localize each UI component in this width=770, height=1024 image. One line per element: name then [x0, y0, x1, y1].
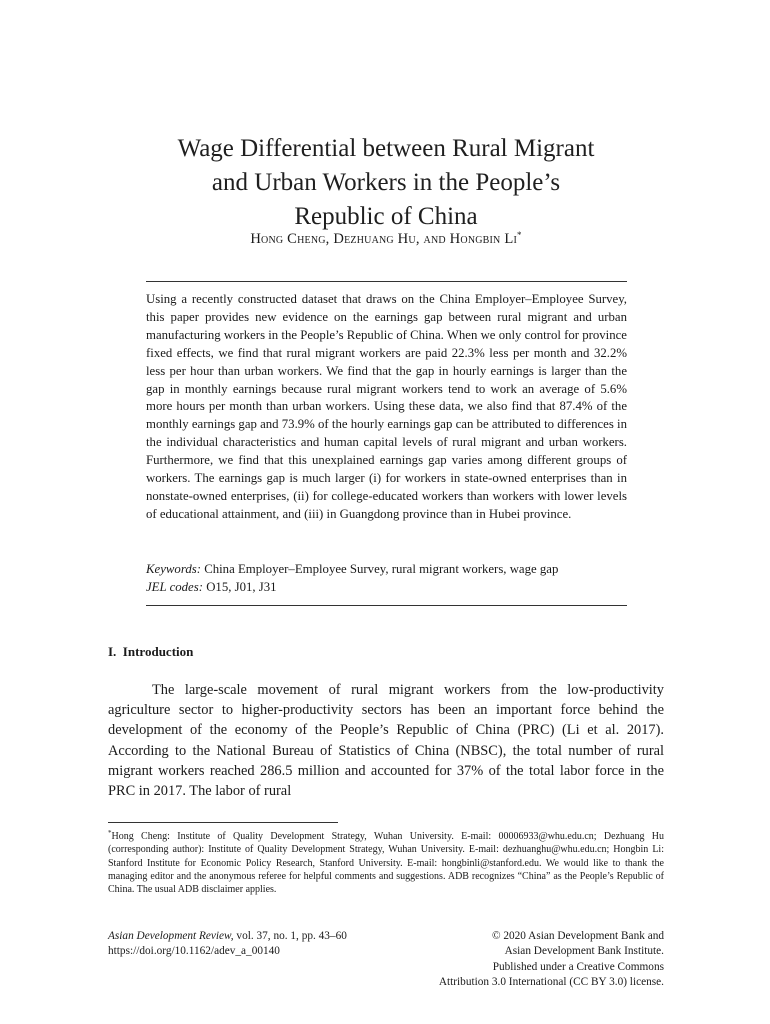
copyright-line: Published under a Creative Commons: [492, 960, 664, 973]
journal-name: Asian Development Review,: [108, 930, 234, 942]
title-line: Republic of China: [294, 203, 478, 230]
jel-codes-label: JEL codes:: [146, 579, 203, 594]
author-footnote: [108, 827, 664, 896]
keywords-block: [146, 561, 627, 597]
footnote-marker: *: [108, 829, 112, 837]
jel-codes-line: [146, 579, 627, 597]
author-footnote-marker: *: [516, 230, 522, 240]
introduction-paragraph: The large-scale movement of rural migrant workers from the low-productivity agriculture sector to higher-productivity sectors has been an important force behind the development of the economy of the People’s Republic of China (PRC) (Li et al. 2017). According to the National Bureau of Statistics of China (NBSC), the total number of rural migrant workers reached 286.5 million and accounted for 37% of the total labor force in the PRC in 2017. The labor of rural: [108, 682, 664, 800]
abstract-top-rule: [146, 281, 627, 282]
abstract-text: Using a recently constructed dataset that draws on the China Employer–Employee Survey, this paper provides new evidence on the earnings gap between rural migrant and urban manufacturing workers in the People’s Republic of China. When we only control for province fixed effects, we find that rural migrant workers are paid 22.3% less per month and 32.2% less per hour than urban workers. We find that the gap in hourly earnings is larger than the gap in monthly earnings because rural migrant workers tend to work an average of 5.6% more hours per month than urban workers. Using these data, we also find that 87.4% of the monthly earnings gap and 73.9% of the hourly earnings gap can be attributed to differences in the individual characteristics and human capital levels of rural migrant and urban workers. Furthermore, we find that this unexplained earnings gap varies among different groups of workers. The earnings gap is much larger (i) for workers in state-owned enterprises than in nonstate-owned enterprises, (ii) for college-educated workers than workers with lower levels of educational attainment, and (iii) in Guangdong province than in Hubei province.: [146, 292, 627, 521]
journal-details: vol. 37, no. 1, pp. 43–60: [233, 930, 347, 942]
copyright-line: © 2020 Asian Development Bank and: [491, 930, 664, 942]
paper-title: [108, 132, 664, 234]
doi-link[interactable]: https://doi.org/10.1162/adev_a_00140: [108, 945, 280, 958]
jel-codes-value: O15, J01, J31: [206, 579, 277, 594]
copyright-notice: [439, 929, 664, 990]
copyright-line: Asian Development Bank Institute.: [504, 945, 664, 958]
author-list: [108, 230, 664, 248]
journal-line: [108, 929, 347, 944]
title-line: Wage Differential between Rural Migrant: [177, 135, 595, 162]
footnote-rule: [108, 822, 338, 823]
footnote-text: Hong Cheng: Institute of Quality Development Strategy, Wuhan University. E-mail: 00006933@whu.edu.cn; Dezhuang Hu (corresponding author): Institute of Quality Development Strategy, Wuhan University. E-mail: dezhuanghu@whu.edu.cn; Hongbin Li: Stanford Institute for Economic Policy Research, Stanford University. E-mail: hongbinli@stanford.edu. We would like to thank the managing editor and the anonymous referee for helpful comments and suggestions. ADB recognizes “China” as the People’s Republic of China. The usual ADB disclaimer applies.: [108, 831, 664, 896]
title-line: and Urban Workers in the People’s: [211, 169, 561, 196]
journal-citation: [108, 929, 347, 960]
section-heading: I. Introduction: [108, 644, 194, 659]
author-names: Hong Cheng, Dezhuang Hu, and Hongbin Li: [250, 231, 517, 247]
keywords-label: Keywords:: [146, 562, 201, 576]
keywords-value: China Employer–Employee Survey, rural migrant workers, wage gap: [204, 562, 559, 576]
keywords-line: [146, 561, 627, 579]
license-line: Attribution 3.0 International (CC BY 3.0) license.: [438, 975, 664, 988]
abstract-bottom-rule: [146, 605, 627, 606]
